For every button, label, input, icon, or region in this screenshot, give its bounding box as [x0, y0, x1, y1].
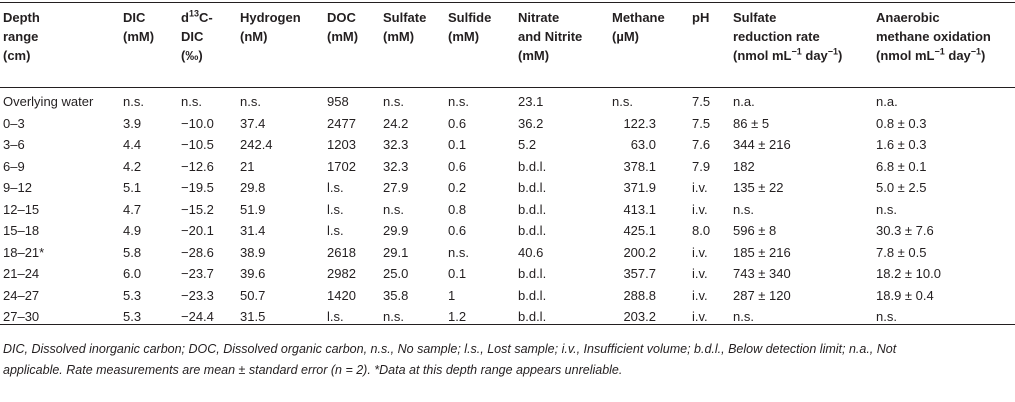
cell-depth: 18–21*	[3, 244, 45, 260]
cell-sulfate: n.s.	[383, 94, 404, 109]
header-line: DOC	[327, 10, 356, 25]
cell-nitrate: b.d.l.	[518, 201, 547, 217]
cell-d13c: −23.7	[181, 266, 214, 281]
footnote-line-2: applicable. Rate measurements are mean ± standard error (n = 2). *Data at this depth range appears unreliable.	[3, 363, 623, 377]
cell-hydrogen: 50.7	[240, 287, 266, 303]
table-row	[0, 92, 1015, 111]
cell-aom: n.a.	[876, 94, 898, 109]
header-line: and Nitrite	[518, 29, 583, 44]
header-line: (‰)	[181, 48, 203, 63]
cell-dic: n.s.	[123, 94, 144, 109]
cell-dic: 4.7	[123, 201, 142, 217]
cell-dic: 5.1	[123, 180, 142, 195]
header-line: Anaerobic	[876, 10, 940, 25]
cell-srr: 344 ± 216	[733, 137, 791, 152]
cell-d13c: −23.3	[181, 287, 214, 303]
cell-nitrate: b.d.l.	[518, 309, 547, 324]
cell-aom: 5.0 ± 2.5	[876, 180, 927, 195]
cell-depth: 15–18	[3, 223, 40, 238]
cell-sulfate: 32.3	[383, 137, 409, 152]
cell-aom: 7.8 ± 0.5	[876, 244, 927, 260]
cell-sulfide: 0.6	[448, 158, 467, 174]
header-line: (cm)	[3, 48, 31, 63]
table-row	[0, 114, 1015, 133]
header-line: $d^{13}C-$	[181, 8, 213, 25]
header-d13c	[181, 8, 213, 65]
header-line: (nM)	[240, 29, 268, 44]
cell-d13c: −28.6	[181, 244, 214, 260]
header-line: Sulfide	[448, 10, 492, 25]
header-line: DIC	[123, 10, 146, 25]
cell-hydrogen: 51.9	[240, 201, 266, 217]
table-row	[0, 243, 1015, 262]
cell-nitrate: b.d.l.	[518, 180, 547, 195]
cell-d13c: −10.5	[181, 137, 214, 152]
cell-srr: 596 ± 8	[733, 223, 777, 238]
cell-sulfate: 29.1	[383, 244, 409, 260]
bottom-rule	[0, 324, 1015, 325]
cell-depth: Overlying water	[3, 94, 94, 109]
cell-methane: 378.1	[623, 158, 656, 174]
cell-doc: 2618	[327, 244, 356, 260]
table-row	[0, 157, 1015, 176]
cell-d13c: −10.0	[181, 115, 214, 131]
cell-dic: 4.4	[123, 137, 142, 152]
header-methane	[612, 8, 665, 46]
cell-aom: 30.3 ± 7.6	[876, 223, 934, 238]
cell-d13c: −20.1	[181, 223, 214, 238]
header-hydrogen	[240, 8, 301, 46]
cell-doc: l.s.	[327, 180, 344, 195]
cell-sulfate: 35.8	[383, 287, 409, 303]
cell-aom: n.s.	[876, 201, 897, 217]
cell-sulfate: 25.0	[383, 266, 409, 281]
cell-ph: 7.6	[692, 137, 711, 152]
header-line: Depth	[3, 10, 40, 25]
cell-sulfide: 0.1	[448, 266, 467, 281]
cell-depth: 27–30	[3, 309, 40, 324]
cell-sulfide: 0.6	[448, 223, 467, 238]
cell-srr: 743 ± 340	[733, 266, 791, 281]
cell-aom: 18.2 ± 10.0	[876, 266, 941, 281]
cell-nitrate: b.d.l.	[518, 287, 547, 303]
cell-sulfate: 27.9	[383, 180, 409, 195]
cell-depth: 12–15	[3, 201, 40, 217]
cell-d13c: −19.5	[181, 180, 214, 195]
cell-ph: i.v.	[692, 180, 708, 195]
cell-depth: 6–9	[3, 158, 25, 174]
cell-ph: 7.5	[692, 115, 711, 131]
cell-ph: i.v.	[692, 266, 708, 281]
header-line: DIC	[181, 29, 204, 44]
header-line: (nmol $mL^{-1}$ day$^{-1}$)	[876, 46, 986, 63]
cell-doc: l.s.	[327, 223, 344, 238]
cell-sulfide: 1.2	[448, 309, 467, 324]
cell-doc: 1702	[327, 158, 356, 174]
cell-methane: 288.8	[623, 287, 656, 303]
header-line: range	[3, 29, 39, 44]
cell-methane: 203.2	[623, 309, 656, 324]
cell-ph: i.v.	[692, 287, 708, 303]
header-doc	[327, 8, 358, 46]
cell-ph: i.v.	[692, 244, 708, 260]
header-line: (mM)	[123, 29, 155, 44]
cell-d13c: n.s.	[181, 94, 202, 109]
header-line: Methane	[612, 10, 665, 25]
footnote-line-1: DIC, Dissolved inorganic carbon; DOC, Dissolved organic carbon, n.s., No sample; l.s., Lost sample; i.v., Insufficient volume; b.d.l., Below detection limit; n.a., Not	[3, 342, 897, 356]
table-row	[0, 264, 1015, 283]
header-line: (mM)	[448, 29, 480, 44]
cell-dic: 5.8	[123, 244, 142, 260]
cell-dic: 6.0	[123, 266, 142, 281]
cell-sulfide: n.s.	[448, 94, 469, 109]
header-rule	[0, 87, 1015, 88]
cell-methane: 425.1	[623, 223, 656, 238]
header-line: Sulfate	[383, 10, 427, 25]
cell-hydrogen: 31.4	[240, 223, 266, 238]
cell-sulfate: 24.2	[383, 115, 409, 131]
top-rule	[0, 2, 1015, 3]
cell-methane: n.s.	[612, 94, 633, 109]
cell-sulfate: 29.9	[383, 223, 409, 238]
cell-hydrogen: 31.5	[240, 309, 266, 324]
table-row	[0, 178, 1015, 197]
header-line: Sulfate	[733, 10, 777, 25]
header-line: (µM)	[612, 29, 639, 44]
cell-ph: 7.5	[692, 94, 711, 109]
header-line: (nmol $mL^{-1}$ day$^{-1}$)	[733, 46, 843, 63]
cell-methane: 63.0	[630, 137, 656, 152]
cell-depth: 3–6	[3, 137, 25, 152]
cell-doc: 1420	[327, 287, 356, 303]
cell-ph: 8.0	[692, 223, 711, 238]
header-ph	[692, 8, 709, 27]
cell-methane: 371.9	[623, 180, 656, 195]
cell-aom: 1.6 ± 0.3	[876, 137, 927, 152]
cell-d13c: −12.6	[181, 158, 214, 174]
header-line: (mM)	[327, 29, 359, 44]
header-sulfide	[448, 8, 491, 46]
cell-hydrogen: n.s.	[240, 94, 261, 109]
cell-methane: 122.3	[623, 115, 656, 131]
cell-srr: n.s.	[733, 201, 754, 217]
cell-depth: 21–24	[3, 266, 40, 281]
cell-sulfide: 0.8	[448, 201, 467, 217]
cell-sulfide: 0.2	[448, 180, 467, 195]
cell-dic: 5.3	[123, 309, 142, 324]
cell-nitrate: 23.1	[518, 94, 544, 109]
cell-nitrate: b.d.l.	[518, 266, 547, 281]
cell-d13c: −15.2	[181, 201, 214, 217]
cell-sulfate: n.s.	[383, 201, 404, 217]
cell-nitrate: b.d.l.	[518, 158, 547, 174]
cell-dic: 4.9	[123, 223, 142, 238]
header-line: methane oxidation	[876, 29, 991, 44]
cell-d13c: −24.4	[181, 309, 214, 324]
cell-doc: 958	[327, 94, 349, 109]
cell-dic: 4.2	[123, 158, 142, 174]
cell-srr: 86 ± 5	[733, 115, 770, 131]
cell-sulfide: 0.1	[448, 137, 467, 152]
cell-aom: n.s.	[876, 309, 897, 324]
cell-sulfate: n.s.	[383, 309, 404, 324]
cell-nitrate: 40.6	[518, 244, 544, 260]
cell-ph: 7.9	[692, 158, 711, 174]
header-aom	[876, 8, 991, 65]
header-line: reduction rate	[733, 29, 820, 44]
header-line: pH	[692, 10, 710, 25]
header-sulfate	[383, 8, 426, 46]
cell-hydrogen: 37.4	[240, 115, 266, 131]
header-dic	[123, 8, 154, 46]
header-line: (mM)	[383, 29, 415, 44]
cell-srr: 287 ± 120	[733, 287, 791, 303]
header-nitrate	[518, 8, 582, 65]
header-srr	[733, 8, 842, 65]
cell-doc: l.s.	[327, 309, 344, 324]
cell-dic: 3.9	[123, 115, 142, 131]
cell-ph: i.v.	[692, 201, 708, 217]
table-row	[0, 200, 1015, 219]
cell-sulfide: 1	[448, 287, 456, 303]
table-row	[0, 221, 1015, 240]
cell-srr: n.s.	[733, 309, 754, 324]
cell-aom: 6.8 ± 0.1	[876, 158, 927, 174]
cell-srr: 135 ± 22	[733, 180, 784, 195]
cell-doc: 1203	[327, 137, 356, 152]
cell-aom: 18.9 ± 0.4	[876, 287, 934, 303]
cell-aom: 0.8 ± 0.3	[876, 115, 927, 131]
header-line: Nitrate	[518, 10, 560, 25]
table-row	[0, 135, 1015, 154]
cell-sulfate: 32.3	[383, 158, 409, 174]
cell-srr: n.a.	[733, 94, 755, 109]
cell-nitrate: 36.2	[518, 115, 544, 131]
cell-srr: 182	[733, 158, 755, 174]
cell-depth: 24–27	[3, 287, 40, 303]
cell-doc: 2982	[327, 266, 356, 281]
cell-hydrogen: 38.9	[240, 244, 266, 260]
table-row	[0, 286, 1015, 305]
cell-hydrogen: 21	[240, 158, 255, 174]
cell-hydrogen: 29.8	[240, 180, 266, 195]
header-depth	[3, 8, 40, 65]
cell-methane: 413.1	[623, 201, 656, 217]
cell-doc: l.s.	[327, 201, 344, 217]
header-line: Hydrogen	[240, 10, 301, 25]
cell-sulfide: n.s.	[448, 244, 469, 260]
cell-doc: 2477	[327, 115, 356, 131]
cell-nitrate: b.d.l.	[518, 223, 547, 238]
header-line: (mM)	[518, 48, 550, 63]
cell-depth: 9–12	[3, 180, 32, 195]
cell-hydrogen: 242.4	[240, 137, 273, 152]
cell-depth: 0–3	[3, 115, 25, 131]
cell-ph: i.v.	[692, 309, 708, 324]
cell-methane: 357.7	[623, 266, 656, 281]
cell-dic: 5.3	[123, 287, 142, 303]
cell-sulfide: 0.6	[448, 115, 467, 131]
cell-srr: 185 ± 216	[733, 244, 791, 260]
cell-methane: 200.2	[623, 244, 656, 260]
cell-nitrate: 5.2	[518, 137, 537, 152]
cell-hydrogen: 39.6	[240, 266, 266, 281]
